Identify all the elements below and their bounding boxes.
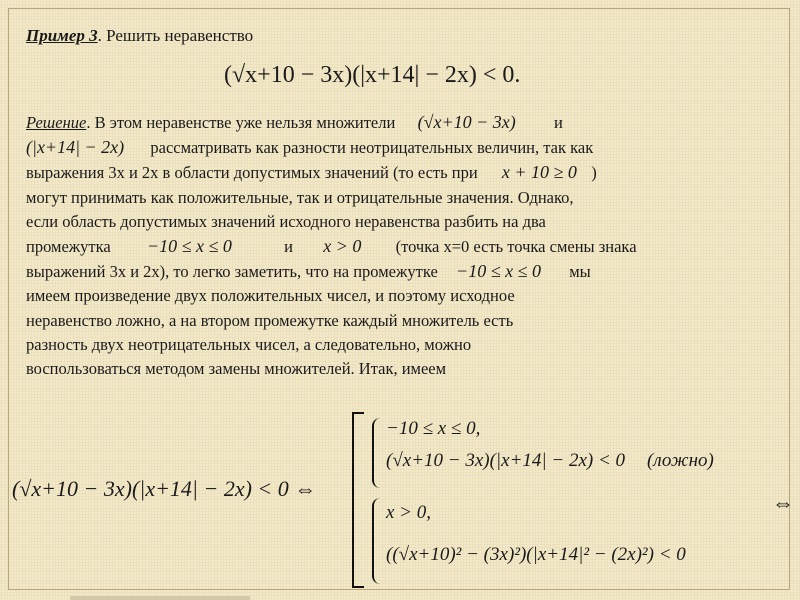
text-fragment: и <box>553 113 563 132</box>
solution-line-5: если область допустимых значений исходного неравенства разбить на два <box>26 211 546 231</box>
solution-line-8: имеем произведение двух положительных чисел, и поэтому исходное <box>26 286 515 306</box>
text-fragment: выражения 3x и 2x в области допустимых значений (то есть при <box>26 163 478 183</box>
brace-icon <box>372 418 382 488</box>
solution-line-1 <box>26 110 770 135</box>
slide-title <box>26 26 253 46</box>
decorative-strip <box>70 596 250 600</box>
big-bracket <box>352 412 368 588</box>
math-factor-1: (√x+10 − 3x) <box>417 112 516 132</box>
text-fragment: и <box>284 237 293 257</box>
solution-line-3 <box>26 160 770 185</box>
solution-line-4: могут принимать как положительные, так и отрицательные значения. Однако, <box>26 187 574 207</box>
solution-line-2 <box>26 135 770 160</box>
system-row-4: ((√x+10)² − (3x)²)(|x+14|² − (2x)²) < 0 <box>386 544 686 565</box>
math-interval-2: x > 0 <box>323 236 362 257</box>
brace-icon <box>372 498 382 584</box>
title-text: . Решить неравенство <box>97 26 254 45</box>
example-label: Пример 3 <box>26 26 98 45</box>
system-row-3: x > 0, <box>386 502 432 523</box>
text-fragment: ) <box>591 163 597 183</box>
solution-line-9: неравенство ложно, а на втором промежутке каждый множитель есть <box>26 310 514 330</box>
system-row-2-math: (√x+10 − 3x)(|x+14| − 2x) < 0 <box>386 450 626 471</box>
math-interval-3: −10 ≤ x ≤ 0 <box>456 261 541 282</box>
solution-paragraph <box>26 110 770 381</box>
solution-line-11: воспользоваться методом замены множителей. Итак, имеем <box>26 359 447 379</box>
math-factor-2: (|x+14| − 2x) <box>26 137 125 158</box>
solution-label: Решение <box>26 113 87 132</box>
text-fragment: рассматривать как разности неотрицательных величин, так как <box>150 138 594 158</box>
math-interval-1: −10 ≤ x ≤ 0 <box>146 236 232 257</box>
system-lhs: (√x+10 − 3x)(|x+14| − 2x) < 0 ⇔ <box>12 476 317 501</box>
main-inequality: (√x+10 − 3x)(|x+14| − 2x) < 0. <box>224 62 521 88</box>
solution-line-6 <box>26 234 770 259</box>
math-domain: x + 10 ≥ 0 <box>501 162 577 183</box>
text-fragment: (точка x=0 есть точка смены знака <box>395 237 637 257</box>
false-note: (ложно) <box>647 450 714 471</box>
system-row-1: −10 ≤ x ≤ 0, <box>386 418 481 439</box>
solution-line-10: разность двух неотрицательных чисел, а следовательно, можно <box>26 334 472 354</box>
text-fragment: мы <box>569 262 591 282</box>
text-fragment: промежутка <box>26 237 111 257</box>
text-fragment: . В этом неравенстве уже нельзя множители <box>86 113 396 132</box>
solution-line-7 <box>26 259 770 284</box>
text-fragment: выражений 3x и 2x), то легко заметить, что на промежутке <box>26 262 438 282</box>
equivalence-system <box>12 412 792 588</box>
equivalence-icon: ⇔ <box>772 490 794 515</box>
system-row-2 <box>386 450 714 472</box>
